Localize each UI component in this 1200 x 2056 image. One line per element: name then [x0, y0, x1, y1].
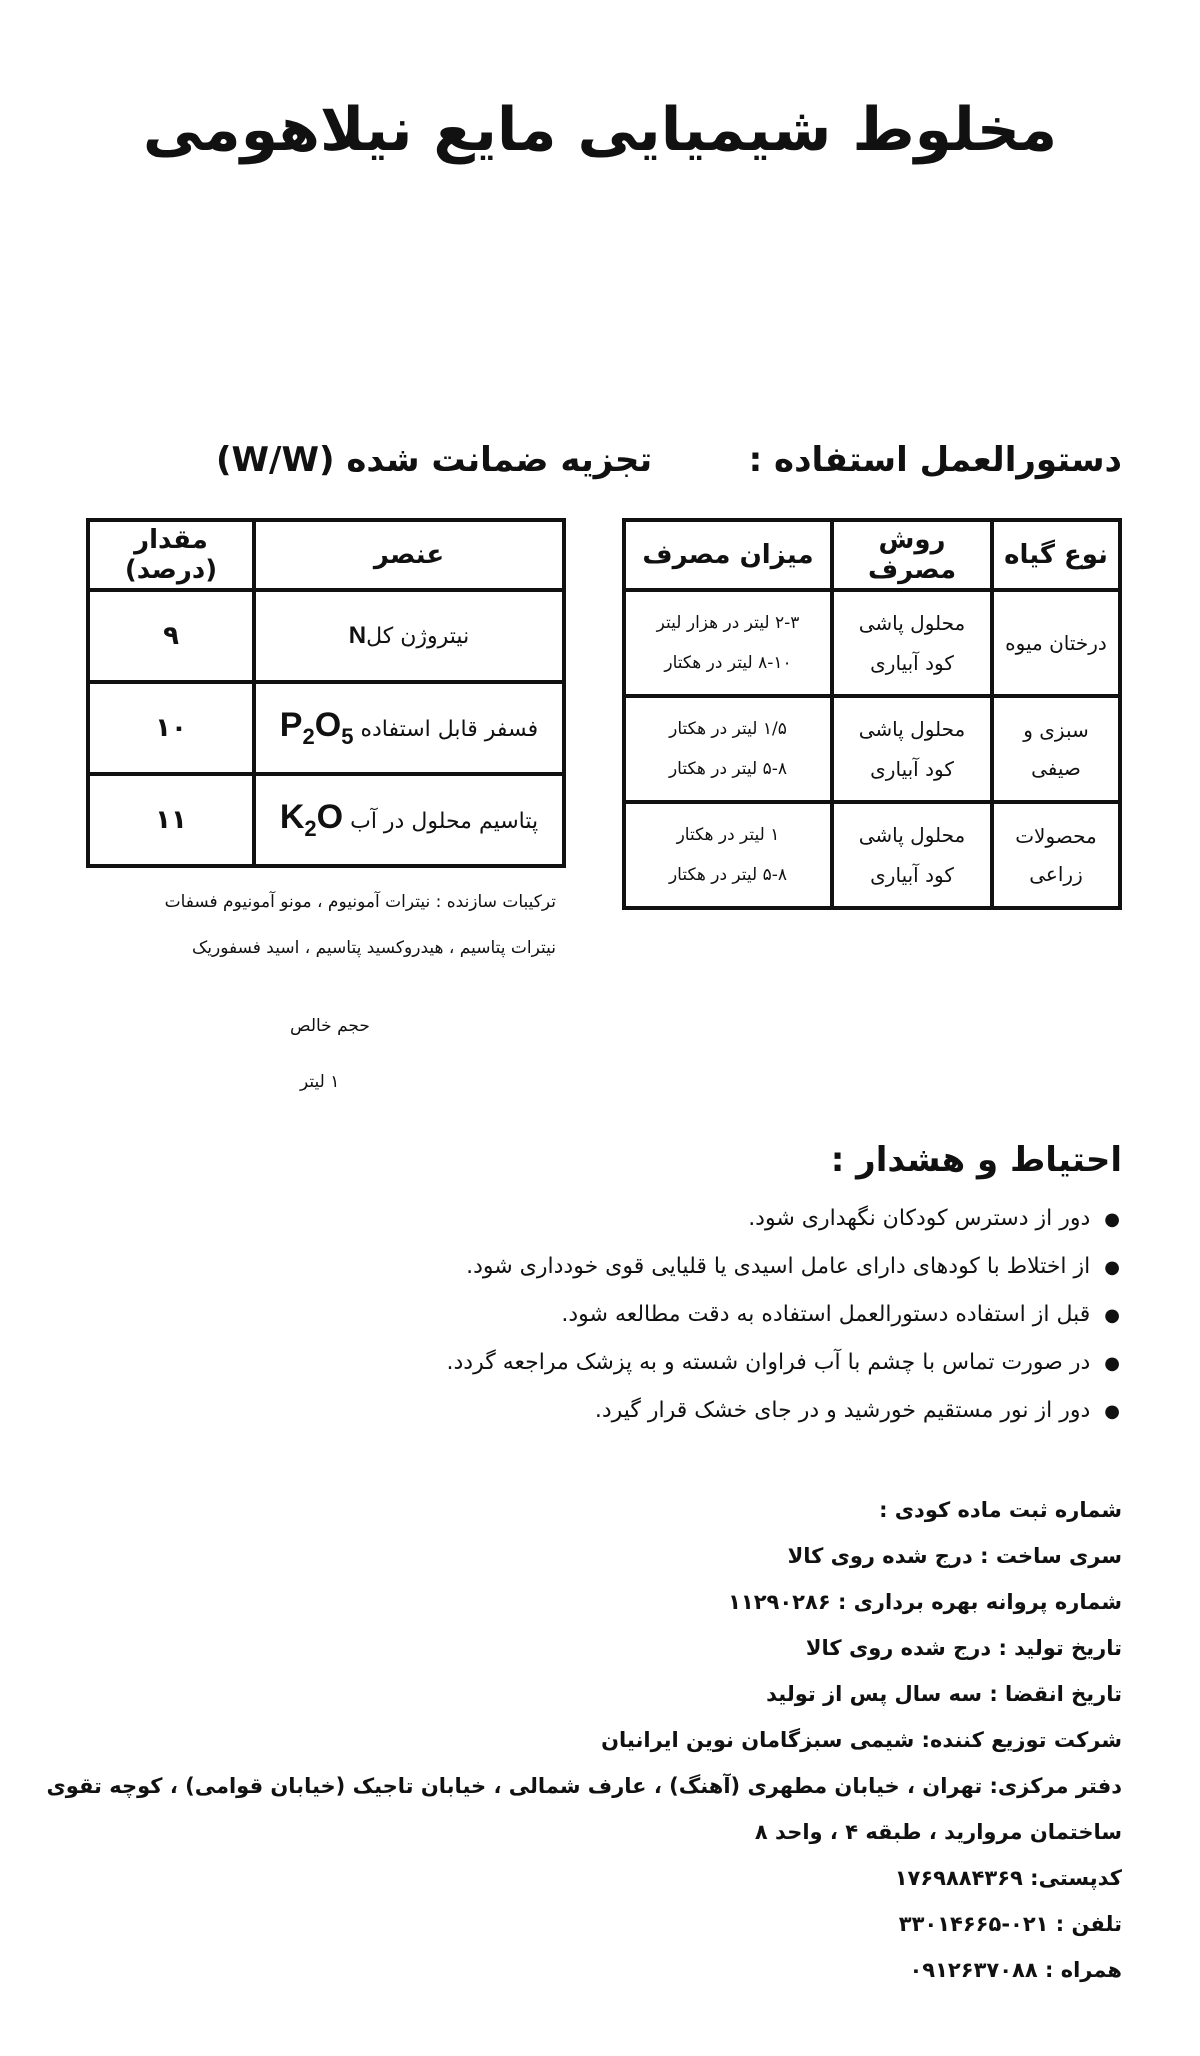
method-cell	[832, 590, 992, 696]
warning-item	[748, 1206, 1120, 1231]
analysis-heading: تجزیه ضمانت شده (W/W)	[216, 440, 653, 480]
warning-text: در صورت تماس با چشم با آب فراوان شسته و به پزشک مراجعه گردد.	[446, 1350, 1091, 1375]
plant-cell: درختان میوه	[992, 590, 1120, 696]
table-row	[624, 590, 1120, 696]
components-line-1: ترکیبات سازنده : نیترات آمونیوم ، مونو آمونیوم فسفات	[164, 892, 556, 912]
plant-cell	[992, 802, 1120, 908]
table-row	[624, 802, 1120, 908]
registration-number: شماره ثبت ماده کودی :	[879, 1498, 1122, 1522]
method-line: کود آبیاری	[870, 863, 954, 887]
product-title: مخلوط شیمیایی مایع نیلاهومی	[142, 95, 1058, 165]
method-cell	[832, 802, 992, 908]
usage-table	[622, 518, 1122, 910]
analysis-table	[86, 518, 566, 868]
element-cell	[254, 682, 564, 774]
rate-cell	[624, 696, 832, 802]
method-line: کود آبیاری	[870, 757, 954, 781]
header-rate: میزان مصرف	[624, 520, 832, 590]
table-row	[624, 696, 1120, 802]
distributor: شرکت توزیع کننده: شیمی سبزگامان نوین ایرانیان	[601, 1728, 1122, 1752]
method-line: محلول پاشی	[858, 611, 966, 635]
rate-line: ۵-۸ لیتر در هکتار	[668, 759, 788, 779]
building-address: ساختمان مروارید ، طبقه ۴ ، واحد ۸	[754, 1820, 1122, 1844]
plant-label: محصولات زراعی	[1015, 824, 1097, 886]
element-name: پتاسیم محلول در آب	[350, 809, 539, 835]
formula-symbol: O	[314, 706, 342, 745]
table-row	[88, 682, 564, 774]
usage-heading: دستورالعمل استفاده :	[748, 440, 1122, 480]
warning-text: از اختلاط با کودهای دارای عامل اسیدی یا قلیایی قوی خودداری شود.	[466, 1254, 1091, 1279]
method-cell	[832, 696, 992, 802]
table-row	[88, 590, 564, 682]
element-name: فسفر قابل استفاده	[360, 717, 539, 743]
plant-cell	[992, 696, 1120, 802]
value-cell: ۱۱	[88, 774, 254, 866]
mobile: همراه : ۰۹۱۲۶۳۷۰۸۸	[909, 1958, 1122, 1982]
warning-text: دور از نور مستقیم خورشید و در جای خشک قرار گیرد.	[594, 1398, 1091, 1423]
value-cell: ۱۰	[88, 682, 254, 774]
rate-cell	[624, 590, 832, 696]
formula-symbol: K	[279, 798, 305, 837]
formula-symbol: N	[348, 622, 367, 649]
header-value: مقدار (درصد)	[88, 520, 254, 590]
formula-subscript: 2	[302, 723, 315, 749]
method-line: محلول پاشی	[858, 717, 966, 741]
plant-label: سبزی و صیفی	[1023, 718, 1089, 780]
formula-subscript: 5	[341, 723, 354, 749]
warning-item	[447, 1350, 1121, 1375]
rate-cell	[624, 802, 832, 908]
element-cell	[254, 590, 564, 682]
formula-subscript: 2	[304, 815, 317, 841]
phone: تلفن : ۰۲۱-۳۳۰۱۴۶۶۵	[898, 1912, 1122, 1936]
net-volume-value: ۱ لیتر	[300, 1072, 340, 1092]
bullet-icon: ●	[1104, 1209, 1120, 1230]
element-formula	[349, 622, 366, 649]
warning-text: قبل از استفاده دستورالعمل استفاده به دقت مطالعه شود.	[561, 1302, 1091, 1327]
method-line: کود آبیاری	[870, 651, 954, 675]
method-line: محلول پاشی	[858, 823, 966, 847]
warning-item	[561, 1302, 1120, 1327]
warning-item	[466, 1254, 1120, 1279]
bullet-icon: ●	[1104, 1353, 1120, 1374]
rate-line: ۸-۱۰ لیتر در هکتار	[664, 653, 792, 673]
formula-symbol: O	[316, 798, 344, 837]
bullet-icon: ●	[1104, 1401, 1120, 1422]
head-office-address: دفتر مرکزی: تهران ، خیابان مطهری (آهنگ) ، عارف شمالی ، خیابان تاجیک (خیابان قوامی) ، کوچه تقوی	[46, 1774, 1122, 1798]
bullet-icon: ●	[1104, 1257, 1120, 1278]
element-name: نیتروژن کل	[366, 624, 470, 649]
header-method: روش مصرف	[832, 520, 992, 590]
formula-symbol: P	[279, 706, 303, 745]
value-cell: ۹	[88, 590, 254, 682]
analysis-header-row	[88, 520, 564, 590]
element-formula	[279, 798, 344, 841]
warning-text: دور از دسترس کودکان نگهداری شود.	[748, 1206, 1091, 1231]
net-volume-label: حجم خالص	[290, 1016, 370, 1036]
header-plant-type: نوع گیاه	[992, 520, 1120, 590]
bullet-icon: ●	[1104, 1305, 1120, 1326]
warnings-heading: احتیاط و هشدار :	[830, 1140, 1122, 1180]
element-formula	[279, 706, 354, 749]
rate-line: ۱/۵ لیتر در هکتار	[669, 719, 787, 739]
table-row	[88, 774, 564, 866]
element-cell	[254, 774, 564, 866]
production-date: تاریخ تولید : درج شده روی کالا	[805, 1636, 1122, 1660]
header-element: عنصر	[254, 520, 564, 590]
expiry-date: تاریخ انقضا : سه سال پس از تولید	[766, 1682, 1122, 1706]
license-number: شماره پروانه بهره برداری : ۱۱۲۹۰۲۸۶	[728, 1590, 1122, 1614]
rate-line: ۱ لیتر در هکتار	[676, 825, 780, 845]
components-line-2: نیترات پتاسیم ، هیدروکسید پتاسیم ، اسید فسفوریک	[192, 938, 556, 958]
batch-number: سری ساخت : درج شده روی کالا	[787, 1544, 1122, 1568]
rate-line: ۲-۳ لیتر در هزار لیتر	[656, 613, 800, 633]
usage-header-row	[624, 520, 1120, 590]
warning-item	[595, 1398, 1120, 1423]
rate-line: ۵-۸ لیتر در هکتار	[668, 865, 788, 885]
postal-code: کدپستی: ۱۷۶۹۸۸۴۳۶۹	[894, 1866, 1122, 1890]
